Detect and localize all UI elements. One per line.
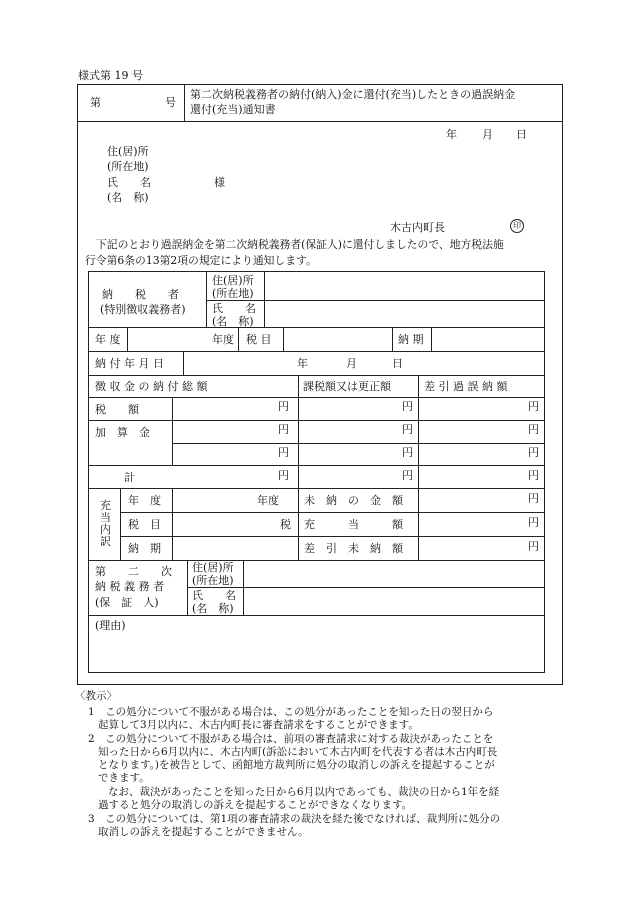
instruction-1-line1: 1 この処分について不服がある場合は、この処分があったことを知った日の翌日から xyxy=(88,706,494,718)
body-text-line2: 行令第6条の13第2項の規定により通知します。 xyxy=(85,254,317,267)
instructions-heading: 〈教示〉 xyxy=(75,690,117,702)
form-number: 様式第 19 号 xyxy=(78,69,143,82)
col-assessed-header: 課税額又は更正額 xyxy=(303,380,391,393)
secondary-name-sub: (名 称) xyxy=(192,602,234,615)
secondary-label-line2: 納 税 義 務 者 xyxy=(95,580,164,593)
col-refund-header: 差 引 過 誤 納 額 xyxy=(424,380,508,393)
taxpayer-name-label: 氏 名 xyxy=(212,302,256,315)
row-sum-label: 計 xyxy=(124,471,135,484)
secondary-address-label: 住(居)所 xyxy=(192,561,234,574)
yen-unit: 円 xyxy=(528,469,539,482)
addressee-name-label: 氏 名 xyxy=(107,176,151,189)
row-additional-label: 加 算 金 xyxy=(95,426,150,439)
secondary-address-sub: (所在地) xyxy=(192,574,234,587)
instruction-2-line1: 2 この処分について不服がある場合は、前項の審査請求に対する裁決があったことを xyxy=(88,733,494,745)
appr-tax-label: 税 目 xyxy=(128,518,161,531)
yen-unit: 円 xyxy=(402,469,413,482)
body-text-line1: 下記のとおり過誤納金を第二次納税義務者(保証人)に還付しましたので、地方税法施 xyxy=(96,238,504,251)
yen-unit: 円 xyxy=(402,400,413,413)
instruction-3-line1: 3 この処分については、第1項の審査請求の裁決を経た後でなければ、裁判所に処分の xyxy=(88,813,501,825)
addressee-address-label: 住(居)所 xyxy=(107,145,149,158)
payment-date-month: 月 xyxy=(346,357,357,370)
yen-unit: 円 xyxy=(528,540,539,553)
appr-year-unit: 年度 xyxy=(257,494,279,507)
detail-table xyxy=(88,271,545,673)
appr-period-label: 納 期 xyxy=(128,542,161,555)
unpaid-label: 未 納 の 金 額 xyxy=(304,494,403,507)
addressee-location-label: (所在地) xyxy=(107,160,149,173)
payment-period-label: 納 期 xyxy=(398,333,424,346)
reason-label: (理由) xyxy=(95,619,126,632)
appropriation-label: 充当内訳 xyxy=(100,499,111,548)
col-total-header: 徴 収 金 の 納 付 総 額 xyxy=(95,380,208,393)
honorific: 様 xyxy=(214,176,225,189)
appropriated-label: 充 当 額 xyxy=(304,518,403,531)
yen-unit: 円 xyxy=(278,469,289,482)
taxpayer-name-sub: (名 称) xyxy=(212,315,254,328)
secondary-name-label: 氏 名 xyxy=(192,589,236,602)
instruction-2-line3: となります。)を被告として、函館地方裁判所に処分の取消しの訴えを提起することが xyxy=(98,759,495,771)
taxpayer-label: 納 税 者 xyxy=(102,288,179,301)
addressee-name-paren: (名 称) xyxy=(107,191,149,204)
tax-item-label: 税 目 xyxy=(246,333,272,346)
yen-unit: 円 xyxy=(278,400,289,413)
seal-mark: 印 xyxy=(510,219,524,233)
yen-unit: 円 xyxy=(528,516,539,529)
taxpayer-sub-label: (特別徴収義務者) xyxy=(100,303,186,316)
yen-unit: 円 xyxy=(528,492,539,505)
issuer-name: 木古内町長 xyxy=(390,221,445,234)
remaining-label: 差 引 未 納 額 xyxy=(304,542,403,555)
fiscal-year-label: 年 度 xyxy=(95,333,121,346)
fiscal-year-unit: 年度 xyxy=(212,333,234,346)
yen-unit: 円 xyxy=(278,423,289,436)
yen-unit: 円 xyxy=(402,446,413,459)
document-title-line1: 第二次納税義務者の納付(納入)金に還付(充当)したときの過誤納金 xyxy=(190,88,516,101)
appr-year-label: 年 度 xyxy=(128,494,161,507)
appr-tax-unit: 税 xyxy=(280,518,291,531)
payment-date-label: 納 付 年 月 日 xyxy=(95,357,164,370)
instruction-2-line6: 過すると処分の取消しの訴えを提起することができなくなります。 xyxy=(98,799,413,811)
number-prefix: 第 xyxy=(90,96,101,109)
yen-unit: 円 xyxy=(528,423,539,436)
row-tax-label: 税 額 xyxy=(95,403,139,416)
payment-date-year: 年 xyxy=(297,357,308,370)
yen-unit: 円 xyxy=(402,423,413,436)
instruction-1-line2: 起算して3月以内に、木古内町長に審査請求をすることができます。 xyxy=(98,719,419,731)
date-year: 年 xyxy=(446,128,457,141)
yen-unit: 円 xyxy=(278,446,289,459)
secondary-label-line1: 第 二 次 xyxy=(95,565,172,578)
yen-unit: 円 xyxy=(528,446,539,459)
date-day: 日 xyxy=(516,128,527,141)
number-suffix: 号 xyxy=(165,96,176,109)
document-title-line2: 還付(充当)通知書 xyxy=(190,103,276,116)
instruction-2-line4: できます。 xyxy=(98,772,150,784)
payment-date-day: 日 xyxy=(392,357,403,370)
instruction-2-line2: 知った日から6月以内に、木古内町(訴訟において木古内町を代表する者は木古内町長 xyxy=(98,746,498,758)
header-divider xyxy=(77,121,563,122)
yen-unit: 円 xyxy=(528,400,539,413)
taxpayer-address-label: 住(居)所 xyxy=(212,274,254,287)
secondary-label-line3: (保 証 人) xyxy=(95,596,159,609)
instruction-3-line2: 取消しの訴えを提起することができません。 xyxy=(98,826,309,838)
instruction-2-line5: なお、裁決があったことを知った日から6月以内であっても、裁決の日から1年を経 xyxy=(108,786,500,798)
taxpayer-address-sub: (所在地) xyxy=(212,287,254,300)
date-month: 月 xyxy=(482,128,493,141)
